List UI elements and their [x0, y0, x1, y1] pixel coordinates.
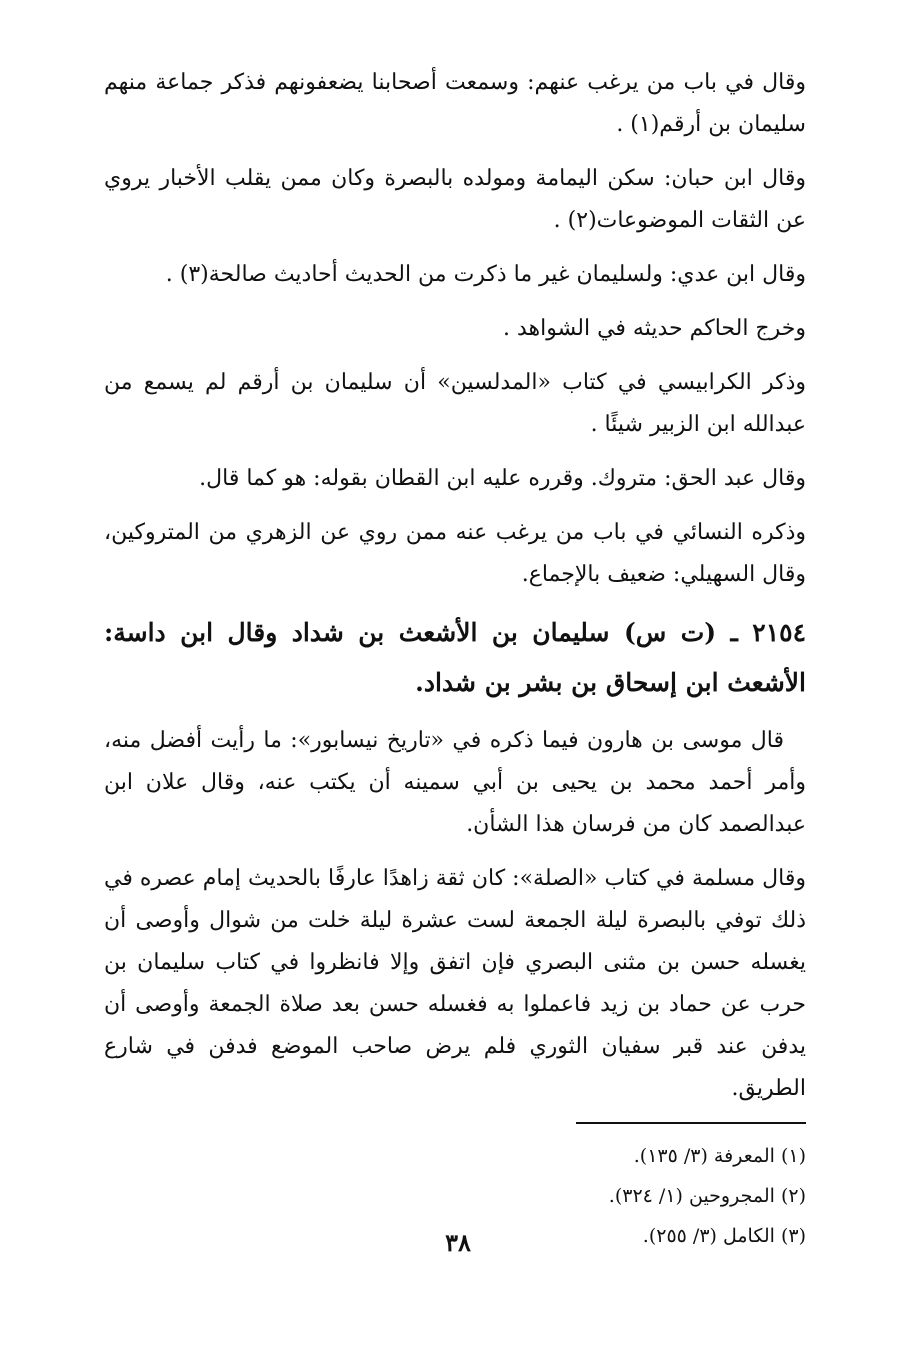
footnote-3: (٣) الكامل (٣/ ٢٥٥). — [642, 1225, 806, 1247]
entry-heading: ٢١٥٤ ـ (ت س) سليمان بن الأشعث بن شداد وقال ابن داسة: الأشعث ابن إسحاق بن بشر بن شداد. — [104, 618, 806, 697]
footnote-2: (٢) المجروحين (١/ ٣٢٤). — [608, 1185, 806, 1207]
paragraph-6: وقال عبد الحق: متروك. وقرره عليه ابن القطان بقوله: هو كما قال. — [199, 466, 806, 491]
paragraph-2: وقال ابن حبان: سكن اليمامة ومولده بالبصرة وكان ممن يقلب الأخبار يروي عن الثقات الموضوعات(٢) . — [104, 166, 806, 233]
paragraph-3: وقال ابن عدي: ولسليمان غير ما ذكرت من الحديث أحاديث صالحة(٣) . — [165, 262, 806, 287]
footnote-divider — [576, 1122, 806, 1124]
footnote-1: (١) المعرفة (٣/ ١٣٥). — [633, 1145, 806, 1167]
paragraph-7: وذكره النسائي في باب من يرغب عنه ممن روي عن الزهري من المتروكين، وقال السهيلي: ضعيف بالإجماع. — [104, 520, 806, 587]
paragraph-8: قال موسى بن هارون فيما ذكره في «تاريخ نيسابور»: ما رأيت أفضل منه، وأمر أحمد محمد بن يحيى بن أبي سمينه أن يكتب عنه، وقال علان ابن عبدالصمد كان من فرسان هذا الشأن. — [104, 728, 806, 837]
page-number: ٣٨ — [445, 1228, 471, 1257]
paragraph-4: وخرج الحاكم حديثه في الشواهد . — [503, 316, 806, 341]
paragraph-1: وقال في باب من يرغب عنهم: وسمعت أصحابنا يضعفونهم فذكر جماعة منهم سليمان بن أرقم(١) . — [104, 70, 806, 137]
paragraph-9: وقال مسلمة في كتاب «الصلة»: كان ثقة زاهدًا عارفًا بالحديث إمام عصره في ذلك توفي بالبصرة ليلة الجمعة لست عشرة ليلة خلت من شوال وأوصى أن يغسله حسن بن مثنى البصري فإن اتفق وإلا فانظروا في كتاب سليمان بن حرب عن حماد بن زيد فاعملوا به فغسله حسن بعد صلاة الجمعة وأوصى أن يدفن عند قبر سفيان الثوري فلم يرض صاحب الموضع فدفن في شارع الطريق. — [104, 866, 806, 1101]
paragraph-5: وذكر الكرابيسي في كتاب «المدلسين» أن سليمان بن أرقم لم يسمع من عبدالله ابن الزبير شيئًا . — [104, 370, 806, 437]
